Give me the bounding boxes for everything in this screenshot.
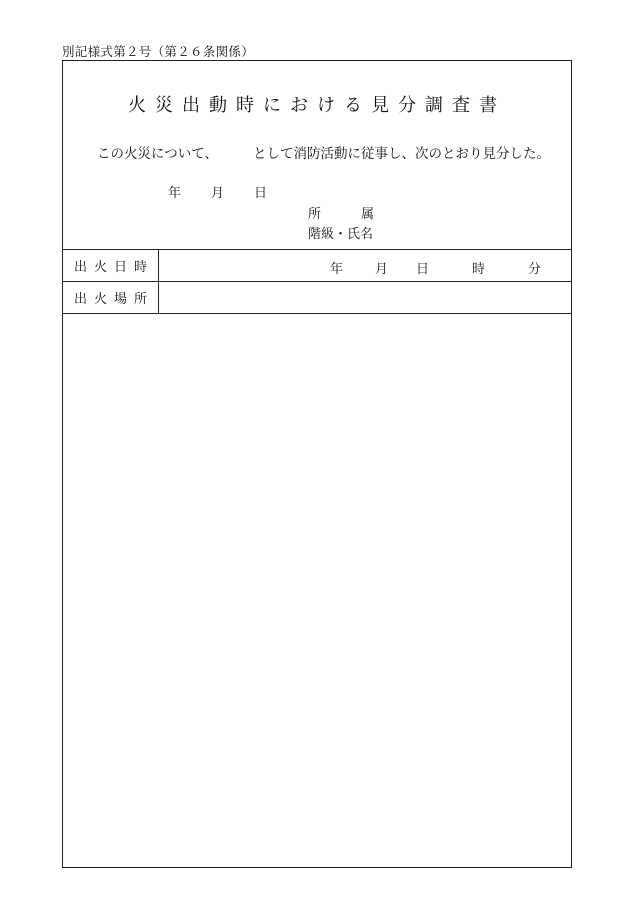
fire-datetime-field[interactable] — [159, 250, 571, 281]
report-date-year-label: 年 — [168, 186, 182, 201]
affiliation-label: 所属 — [308, 207, 374, 222]
report-date-month-label: 月 — [211, 186, 225, 201]
fire-datetime-header — [63, 250, 159, 281]
statement-prefix: この火災について、 — [97, 146, 218, 162]
fire-hour-unit: 時 — [472, 262, 486, 277]
statement-suffix: として消防活動に従事し、次のとおり見分した。 — [253, 146, 550, 162]
report-form-frame — [62, 60, 572, 868]
inspection-details-area[interactable] — [63, 314, 571, 867]
rank-name-label: 階級・氏名 — [308, 227, 374, 242]
fire-datetime-label: 出火日時 — [73, 260, 154, 275]
fire-month-unit: 月 — [375, 262, 389, 277]
fire-location-header — [63, 282, 159, 313]
report-date-day-label: 日 — [254, 186, 268, 201]
fire-location-field[interactable] — [159, 282, 571, 313]
fire-minute-unit: 分 — [528, 262, 542, 277]
fire-datetime-row — [63, 249, 571, 281]
fire-year-unit: 年 — [330, 262, 344, 277]
fire-day-unit: 日 — [416, 262, 430, 277]
form-number-label: 別記様式第２号（第２６条関係） — [62, 44, 255, 59]
fire-location-label: 出火場所 — [73, 292, 154, 307]
fire-location-row — [63, 281, 571, 314]
document-title: 火災出動時における見分調査書 — [128, 95, 506, 116]
